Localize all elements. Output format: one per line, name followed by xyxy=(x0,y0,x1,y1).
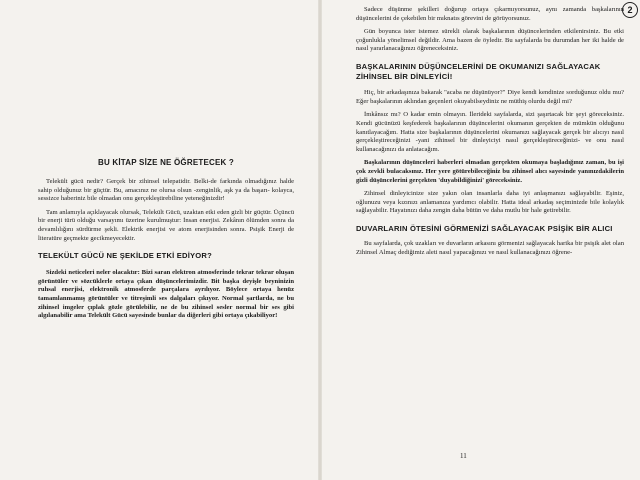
page-number: 11 xyxy=(460,452,467,460)
circled-number-mark: 2 xyxy=(622,2,638,18)
paragraph: İmkânsız mı? O kadar emin olmayın. İlerideki sayfalarda, sizi şaşırtacak bir şeyi göreceksiniz. Kendi gücünüzü keşfederek başkalarının düşüncelerini okumanın gerçekten de mümkün olduğunu kanıtlayacağım. Hatta size başkalarının düşüncelerini okumanızı sağlayacak gerçek bir alıcıyı nasıl gerçekleştireceğinizi -yani zihinsel bir dinleyiciyi nasıl gerçekleştireceğinizi- ve onu nasıl kullanacağınızı da anlatacağım. xyxy=(356,111,624,153)
paragraph: Başkalarının düşünceleri haberleri olmadan gerçekten okumaya başladığınız zaman, bu işi çok zevkli bulacaksınız. Her yere götürebileceğiniz bu zihinsel alıcı sayesinde yanınızdakilerin gizli düşüncelerini gerçekten 'duyabildiğinizi' göreceksiniz. xyxy=(356,159,624,184)
right-page xyxy=(320,0,640,480)
heading-baskalarinin: BAŞKALARININ DÜŞÜNCELERİNİ DE OKUMANIZI SAĞLAYACAK ZİHİNSEL BİR DİNLEYİCİ! xyxy=(356,61,601,81)
paragraph: Sizdeki neticeleri neler olacaktır: Bizi saran elektron atmosferinde tekrar tekrar oluşan görüntüler ve sözcüklerle ortaya çıkan düşüncelerimizdir. Bit başka deyişle beyninizin ruhsal enerjisi, elektronik atmosferde parçalara ayrılıyor. Böylece ortaya henüz tamamlanmamış görüntüler ve titreşimli ses dalgaları çıkıyor. Normal şartlarda, ne bu zihinsel imgeler çıplak gözle görülebilir, ne de bu zihinsel sesler normal bir ses gibi algılanabilir ama Telekült Gücü sayesinde bunlar da diğerleri gibi ortaya çıkabiliyor! xyxy=(38,269,294,320)
heading-duvarlarin: DUVARLARIN ÖTESİNİ GÖRMENİZİ SAĞLAYACAK PSİŞİK BİR ALICI xyxy=(356,223,613,233)
paragraph: Telekült gücü nedir? Gerçek bir zihinsel telepatidir. Belki-de farkında olmadığınız halde sahip olduğunuz bir güçtür. Bu, amacınız ne olursa olsun -zenginlik, aşk ya da başarı- kolayca, sessizce haberiniz bile olmadan onu gerçekleştirebiline yeteneğinizdir! xyxy=(38,178,294,203)
paragraph: Tam anlamıyla açıklayacak olursak, Telekült Gücü, uzaktan etki eden gizli bir güçtür. Üçüncü bir enerji türü olduğu varsayımı üzerine kurulmuştur: İnsan enerjisi. Zekânın ölümden sonra da devamlılığını sürdürme şekli. Elektrik enerjisi ve atom enerjisinden sonra. Psişik Enerji de literatüre geçmekte gecikmeyecektir. xyxy=(38,208,294,242)
heading-telekult-gucu: TELEKÜLT GÜCÜ NE ŞEKİLDE ETKİ EDİYOR? xyxy=(38,251,212,261)
heading-bu-kitap: BU KİTAP SİZE NE ÖĞRETECEK ? xyxy=(98,158,234,167)
paragraph: Gün boyunca ister istemez sürekli olarak başkalarının düşüncelerinden etkilenirsiniz. Bu etki çoğunlukla yönelimsel değildir. Ama bazen de öyledir. Bu sayfalarda bu durumdan her iki halde de nasıl yararlanacağınızı öğreneceksiniz. xyxy=(356,28,624,53)
paragraph: Bu sayfalarda, çok uzakları ve duvarların arkasını görmenizi sağlayacak harika bir psişik alet olan Zihinsel Almaç dediğimiz aleti nasıl yapacağınızı ve nasıl kullanacağınızı öğrene- xyxy=(356,240,624,257)
paragraph: Zihinsel dinleyicinize size yakın olan insanlarla daha iyi anlaşmanızı sağlayabilir. Eşiniz, oğlunuzu veya kızınızı anlamanıza yardımcı olabilir. Hatta ideal arkadaş seçiminizde bile kolaylık sağlayabilir. Hayatınızı daha zengin daha bütün ve daha mutlu bir hale getirebilir. xyxy=(356,190,624,215)
paragraph: Sadece düşünme şekilleri doğurup ortaya çıkarmıyorsunuz, aynı zamanda başkalarının düşüncelerini de çekebilen bir mıknatıs görevini de görüyorsunuz. xyxy=(356,6,624,22)
paragraph: Hiç, bir arkadaşınıza bakarak "acaba ne düşünüyor?" Diye kendi kendinize sorduğunuz oldu mu? Eğer başkalarının aklından geçenleri okuyabilseydiniz ne müthiş olurdu değil mi? xyxy=(356,89,624,105)
